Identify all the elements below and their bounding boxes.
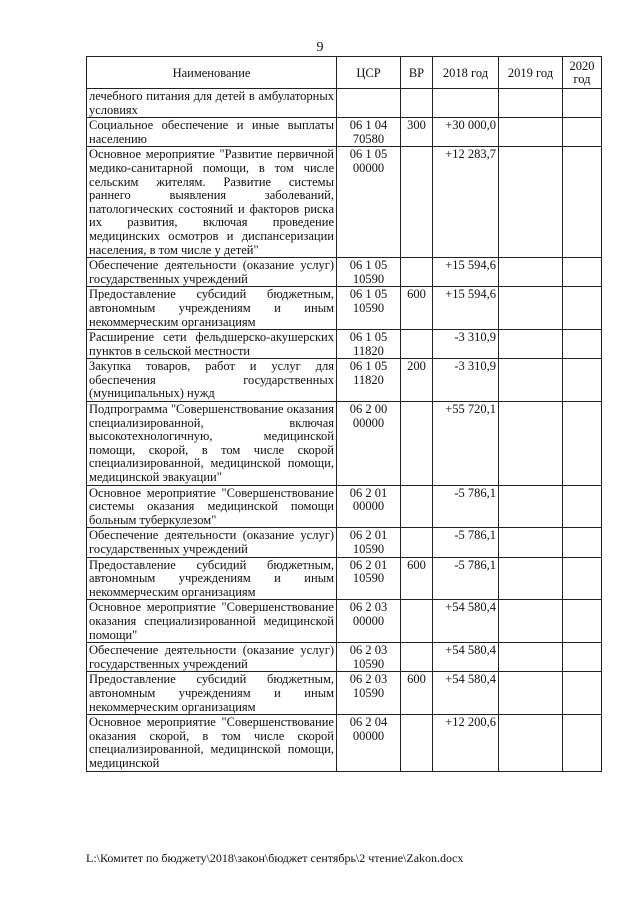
row-csr: 06 2 01 00000 bbox=[337, 485, 401, 528]
row-2019 bbox=[499, 89, 563, 118]
row-2020 bbox=[563, 528, 602, 557]
row-vr: 200 bbox=[401, 359, 433, 402]
row-2018: +15 594,6 bbox=[433, 287, 499, 330]
header-name: Наименование bbox=[87, 57, 337, 89]
row-2019 bbox=[499, 147, 563, 258]
row-2019 bbox=[499, 600, 563, 643]
row-vr bbox=[401, 715, 433, 771]
table-row bbox=[87, 147, 602, 258]
table-row bbox=[87, 118, 602, 147]
row-name: Основное мероприятие "Совершенствование оказания скорой, в том числе скорой специализированной, медицинской помощи, медицинской bbox=[87, 715, 337, 771]
row-2020 bbox=[563, 118, 602, 147]
row-2018: +54 580,4 bbox=[433, 643, 499, 672]
row-vr: 300 bbox=[401, 118, 433, 147]
header-2020: 2020 год bbox=[563, 57, 602, 89]
row-2018: +54 580,4 bbox=[433, 672, 499, 715]
row-vr bbox=[401, 643, 433, 672]
row-2019 bbox=[499, 287, 563, 330]
table-row bbox=[87, 672, 602, 715]
row-vr bbox=[401, 485, 433, 528]
header-2018: 2018 год bbox=[433, 57, 499, 89]
table-header-row bbox=[87, 57, 602, 89]
table-row bbox=[87, 643, 602, 672]
row-name: Закупка товаров, работ и услуг для обеспечения государственных (муниципальных) нужд bbox=[87, 359, 337, 402]
header-vr: ВР bbox=[401, 57, 433, 89]
table-row bbox=[87, 528, 602, 557]
row-name: Подпрограмма "Совершенствование оказания специализированной, включая высокотехнологичную, медицинской помощи, скорой, в том числе скорой специализированной, медицинской помощи, медицинской эвакуации" bbox=[87, 402, 337, 486]
row-2019 bbox=[499, 672, 563, 715]
table-row bbox=[87, 600, 602, 643]
row-vr bbox=[401, 330, 433, 359]
row-name: Основное мероприятие "Совершенствование оказания специализированной медицинской помощи" bbox=[87, 600, 337, 643]
row-csr: 06 1 04 70580 bbox=[337, 118, 401, 147]
row-vr bbox=[401, 402, 433, 486]
table-body bbox=[87, 89, 602, 772]
row-name: Предоставление субсидий бюджетным, автономным учреждениям и иным некоммерческим организациям bbox=[87, 557, 337, 600]
row-2019 bbox=[499, 643, 563, 672]
row-name: Социальное обеспечение и иные выплаты населению bbox=[87, 118, 337, 147]
row-name: Предоставление субсидий бюджетным, автономным учреждениям и иным некоммерческим организациям bbox=[87, 672, 337, 715]
row-vr: 600 bbox=[401, 557, 433, 600]
row-2020 bbox=[563, 359, 602, 402]
row-2020 bbox=[563, 557, 602, 600]
row-name: Обеспечение деятельности (оказание услуг) государственных учреждений bbox=[87, 528, 337, 557]
table-row bbox=[87, 287, 602, 330]
row-2018: -5 786,1 bbox=[433, 485, 499, 528]
row-2019 bbox=[499, 359, 563, 402]
row-csr: 06 2 00 00000 bbox=[337, 402, 401, 486]
table-row bbox=[87, 89, 602, 118]
row-csr: 06 2 03 10590 bbox=[337, 643, 401, 672]
row-2020 bbox=[563, 402, 602, 486]
row-name: Предоставление субсидий бюджетным, автономным учреждениям и иным некоммерческим организациям bbox=[87, 287, 337, 330]
row-2018: -3 310,9 bbox=[433, 359, 499, 402]
row-2020 bbox=[563, 715, 602, 771]
row-csr: 06 2 03 00000 bbox=[337, 600, 401, 643]
row-2020 bbox=[563, 643, 602, 672]
row-vr bbox=[401, 258, 433, 287]
row-2020 bbox=[563, 485, 602, 528]
row-2018: +55 720,1 bbox=[433, 402, 499, 486]
row-name: Обеспечение деятельности (оказание услуг) государственных учреждений bbox=[87, 643, 337, 672]
table-row bbox=[87, 715, 602, 771]
row-2020 bbox=[563, 287, 602, 330]
row-csr: 06 2 01 10590 bbox=[337, 557, 401, 600]
row-2018: -3 310,9 bbox=[433, 330, 499, 359]
row-vr: 600 bbox=[401, 287, 433, 330]
row-2020 bbox=[563, 600, 602, 643]
table-row bbox=[87, 402, 602, 486]
table-row bbox=[87, 330, 602, 359]
row-csr: 06 1 05 11820 bbox=[337, 330, 401, 359]
table-row bbox=[87, 557, 602, 600]
row-name: Основное мероприятие "Совершенствование системы оказания медицинской помощи больным туберкулезом" bbox=[87, 485, 337, 528]
row-name: Обеспечение деятельности (оказание услуг) государственных учреждений bbox=[87, 258, 337, 287]
row-2020 bbox=[563, 330, 602, 359]
row-2019 bbox=[499, 118, 563, 147]
budget-table bbox=[86, 56, 602, 772]
row-2020 bbox=[563, 672, 602, 715]
row-2019 bbox=[499, 258, 563, 287]
row-2020 bbox=[563, 258, 602, 287]
row-vr bbox=[401, 89, 433, 118]
row-csr: 06 2 04 00000 bbox=[337, 715, 401, 771]
row-csr: 06 1 05 11820 bbox=[337, 359, 401, 402]
row-2018 bbox=[433, 89, 499, 118]
table-row bbox=[87, 359, 602, 402]
row-2019 bbox=[499, 528, 563, 557]
row-2018: +12 200,6 bbox=[433, 715, 499, 771]
row-2019 bbox=[499, 485, 563, 528]
row-name: лечебного питания для детей в амбулаторных условиях bbox=[87, 89, 337, 118]
row-csr: 06 1 05 00000 bbox=[337, 147, 401, 258]
row-csr: 06 2 01 10590 bbox=[337, 528, 401, 557]
row-vr bbox=[401, 147, 433, 258]
row-2018: +15 594,6 bbox=[433, 258, 499, 287]
row-vr bbox=[401, 528, 433, 557]
row-2020 bbox=[563, 89, 602, 118]
row-2018: +12 283,7 bbox=[433, 147, 499, 258]
page-number: 9 bbox=[316, 40, 324, 55]
table-row bbox=[87, 485, 602, 528]
row-2018: +54 580,4 bbox=[433, 600, 499, 643]
row-name: Расширение сети фельдшерско-акушерских пунктов в сельской местности bbox=[87, 330, 337, 359]
table-row bbox=[87, 258, 602, 287]
row-2019 bbox=[499, 402, 563, 486]
header-2019: 2019 год bbox=[499, 57, 563, 89]
row-2018: +30 000,0 bbox=[433, 118, 499, 147]
row-csr: 06 2 03 10590 bbox=[337, 672, 401, 715]
row-2018: -5 786,1 bbox=[433, 528, 499, 557]
row-csr bbox=[337, 89, 401, 118]
row-vr bbox=[401, 600, 433, 643]
row-name: Основное мероприятие "Развитие первичной медико-санитарной помощи, в том числе сельским жителям. Развитие системы раннего выявления заболеваний, патологических состояний и факторов риска их развития, включая проведение медицинских осмотров и диспансеризации населения, в том числе у детей" bbox=[87, 147, 337, 258]
row-2019 bbox=[499, 557, 563, 600]
row-vr: 600 bbox=[401, 672, 433, 715]
row-csr: 06 1 05 10590 bbox=[337, 287, 401, 330]
row-2019 bbox=[499, 715, 563, 771]
row-2020 bbox=[563, 147, 602, 258]
row-2018: -5 786,1 bbox=[433, 557, 499, 600]
header-csr: ЦСР bbox=[337, 57, 401, 89]
row-2019 bbox=[499, 330, 563, 359]
row-csr: 06 1 05 10590 bbox=[337, 258, 401, 287]
footer-file-path: L:\Комитет по бюджету\2018\закон\бюджет сентябрь\2 чтение\Zakon.docx bbox=[86, 851, 464, 865]
